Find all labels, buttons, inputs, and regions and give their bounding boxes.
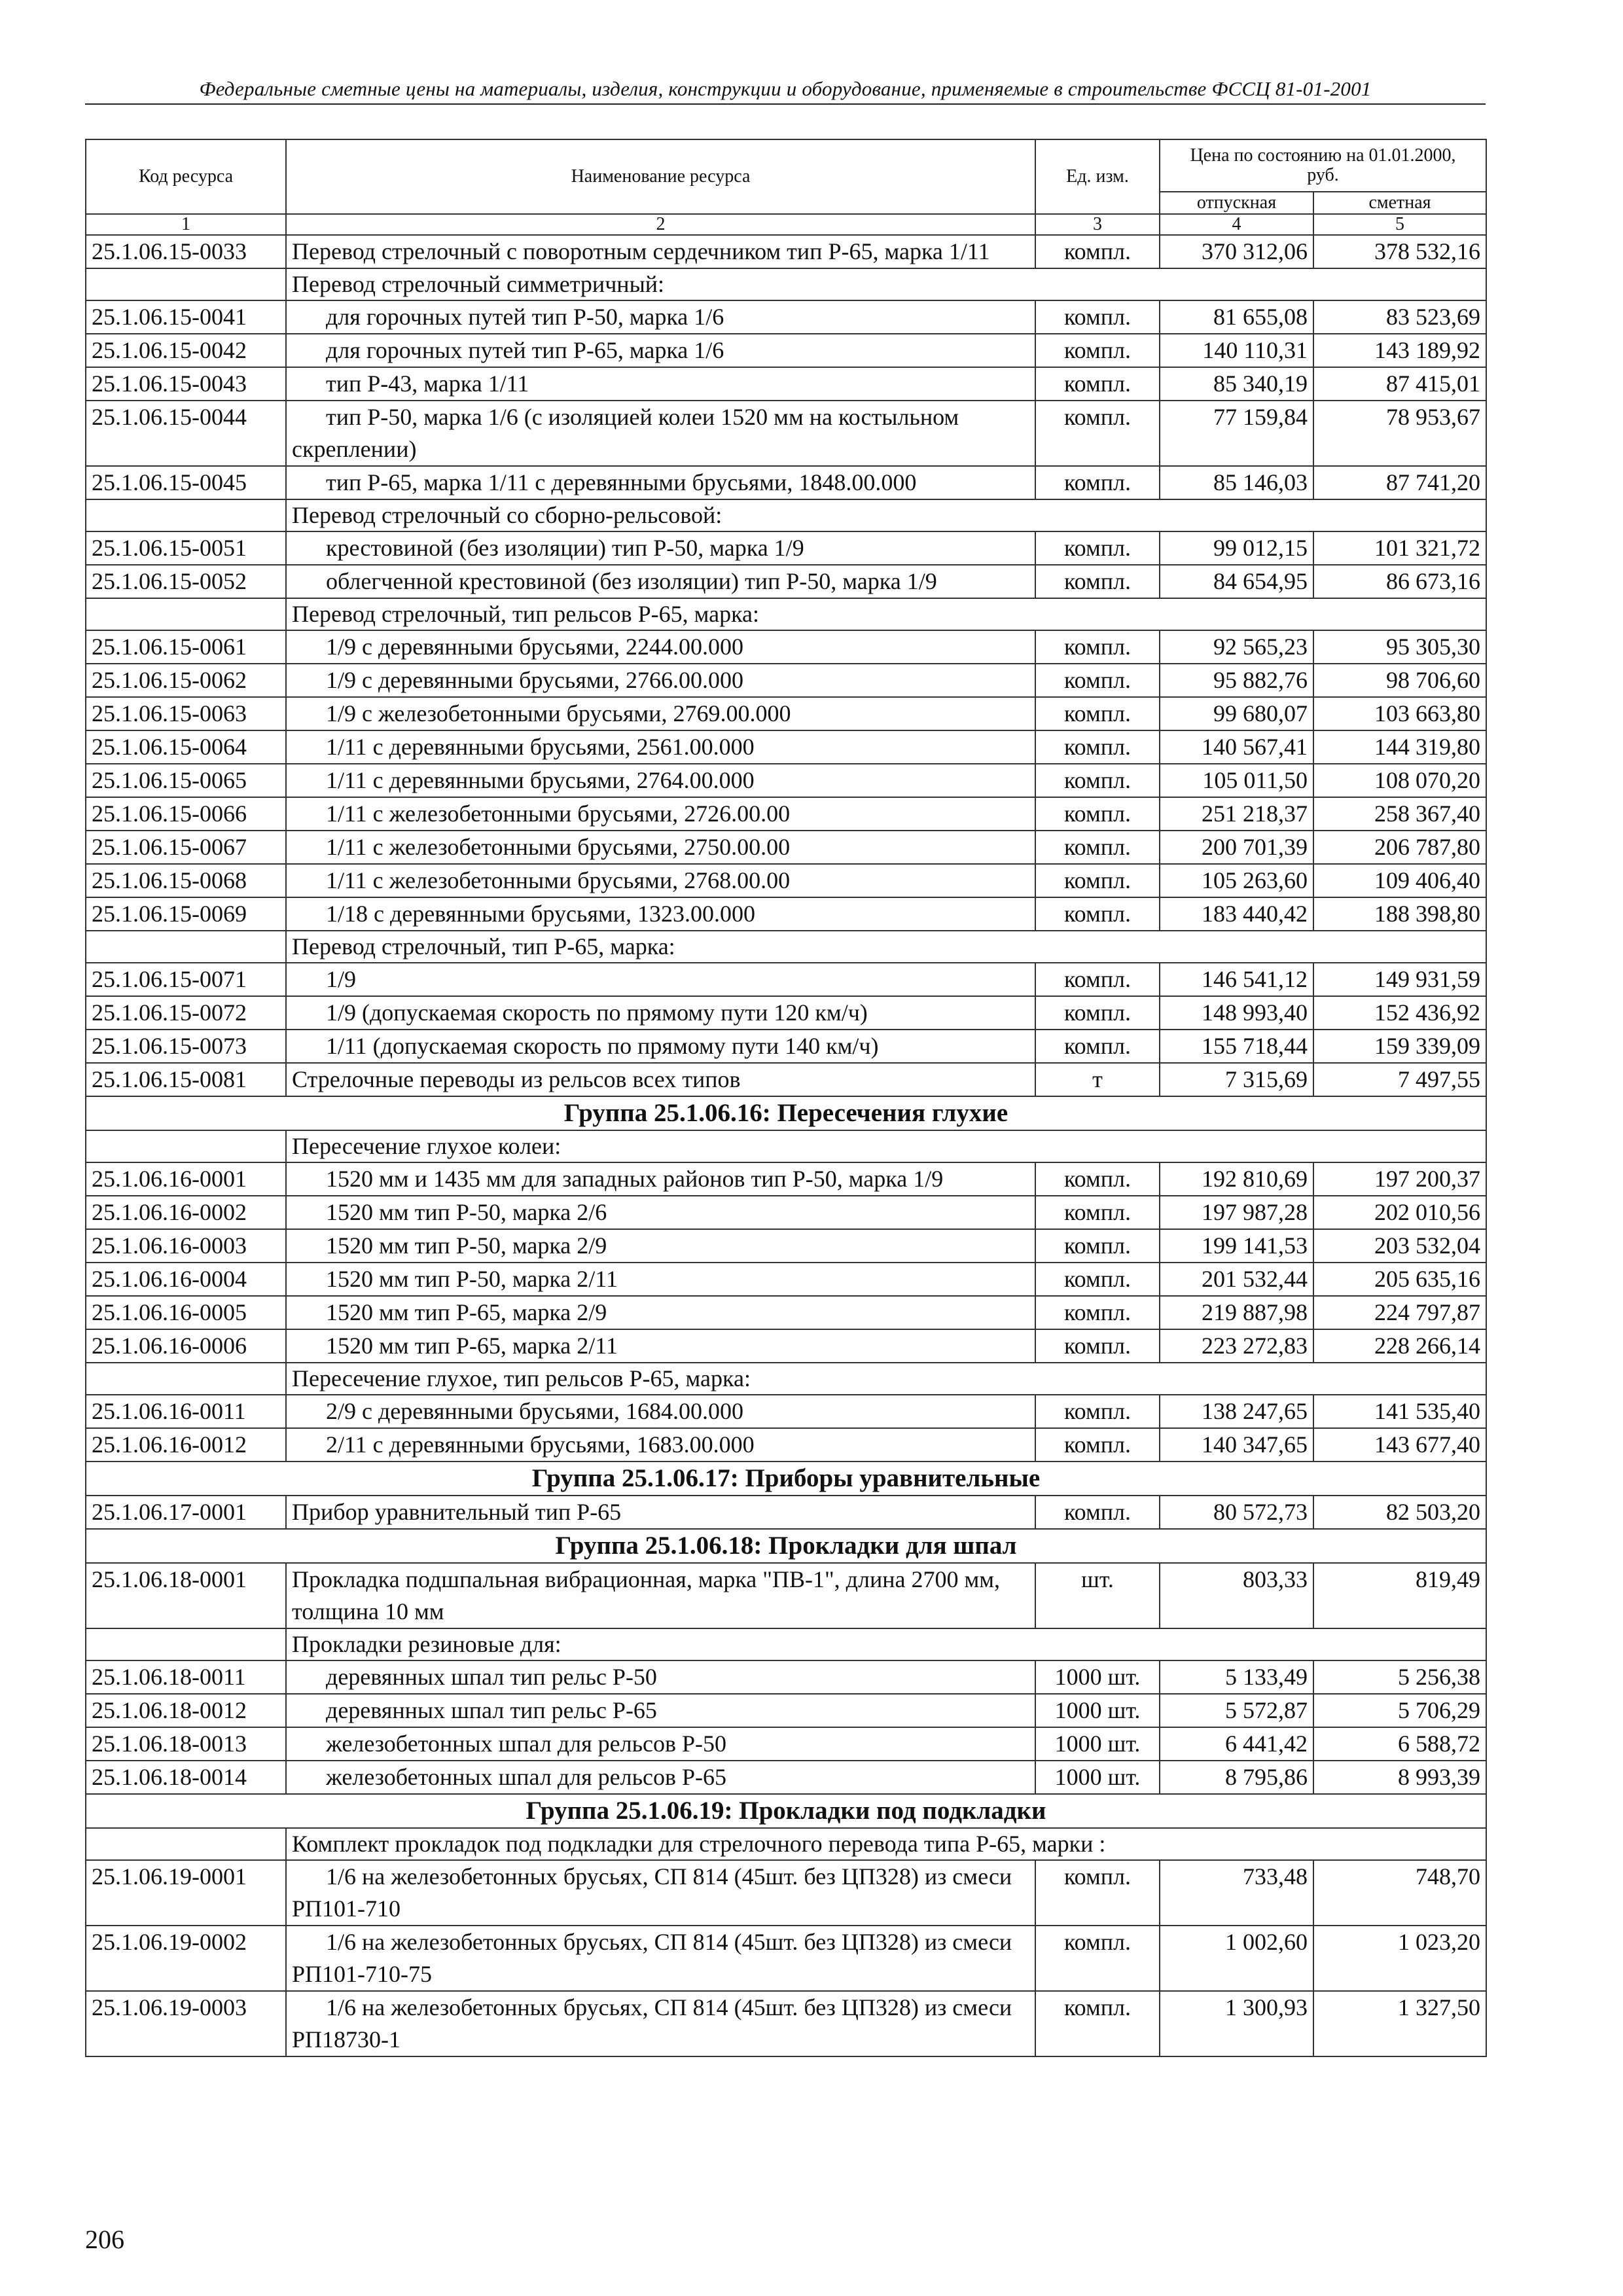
- resource-name: 1520 мм тип Р-50, марка 2/9: [286, 1229, 1035, 1263]
- resource-code: 25.1.06.16-0001: [86, 1162, 286, 1196]
- estimate-price: 103 663,80: [1313, 697, 1486, 730]
- resource-name: деревянных шпал тип рельс Р-65: [286, 1694, 1035, 1727]
- estimate-price: 7 497,55: [1313, 1063, 1486, 1096]
- resource-code: 25.1.06.17-0001: [86, 1496, 286, 1529]
- table-row: [86, 697, 1486, 730]
- subheading-row: [86, 598, 1486, 630]
- table-row: [86, 1162, 1486, 1196]
- estimate-price: 203 532,04: [1313, 1229, 1486, 1263]
- unit-cell: компл.: [1035, 1196, 1160, 1229]
- estimate-price: 8 993,39: [1313, 1761, 1486, 1794]
- table-row: [86, 401, 1486, 466]
- table-row: [86, 1428, 1486, 1462]
- estimate-price: 82 503,20: [1313, 1496, 1486, 1529]
- resource-code: 25.1.06.18-0013: [86, 1727, 286, 1761]
- estimate-price: 98 706,60: [1313, 664, 1486, 697]
- resource-name: 1/6 на железобетонных брусьях, СП 814 (45шт. без ЦП328) из смеси РП101-710-75: [286, 1926, 1035, 1991]
- resource-name: 1520 мм тип Р-65, марка 2/11: [286, 1329, 1035, 1363]
- release-price: 77 159,84: [1160, 401, 1313, 466]
- resource-code: 25.1.06.15-0041: [86, 300, 286, 334]
- release-price: 370 312,06: [1160, 235, 1313, 268]
- unit-cell: компл.: [1035, 401, 1160, 466]
- unit-cell: компл.: [1035, 1263, 1160, 1296]
- resource-code: 25.1.06.18-0011: [86, 1660, 286, 1694]
- unit-cell: компл.: [1035, 764, 1160, 797]
- group-heading: Группа 25.1.06.18: Прокладки для шпал: [86, 1529, 1486, 1563]
- release-price: 733,48: [1160, 1860, 1313, 1926]
- resource-code: 25.1.06.15-0052: [86, 565, 286, 598]
- subheading: Пересечение глухое, тип рельсов Р-65, марка:: [286, 1363, 1486, 1395]
- estimate-price: 87 415,01: [1313, 367, 1486, 401]
- release-price: 200 701,39: [1160, 831, 1313, 864]
- resource-name: Прибор уравнительный тип Р-65: [286, 1496, 1035, 1529]
- table-row: [86, 764, 1486, 797]
- group-heading-row: [86, 1462, 1486, 1496]
- estimate-price: 6 588,72: [1313, 1727, 1486, 1761]
- empty-cell: [86, 598, 286, 630]
- subheading: Перевод стрелочный, тип Р-65, марка:: [286, 931, 1486, 963]
- resource-name: 1/9: [286, 963, 1035, 996]
- subheading-row: [86, 268, 1486, 300]
- estimate-price: 101 321,72: [1313, 531, 1486, 565]
- unit-cell: компл.: [1035, 730, 1160, 764]
- table-row: [86, 1395, 1486, 1428]
- resource-code: 25.1.06.15-0064: [86, 730, 286, 764]
- table-row: [86, 466, 1486, 499]
- estimate-price: 87 741,20: [1313, 466, 1486, 499]
- release-price: 85 146,03: [1160, 466, 1313, 499]
- estimate-price: 258 367,40: [1313, 797, 1486, 831]
- table-row: [86, 1727, 1486, 1761]
- subheading: Перевод стрелочный со сборно-рельсовой:: [286, 499, 1486, 531]
- unit-cell: компл.: [1035, 1991, 1160, 2056]
- resource-name: для горочных путей тип Р-50, марка 1/6: [286, 300, 1035, 334]
- resource-name: 1520 мм тип Р-50, марка 2/6: [286, 1196, 1035, 1229]
- release-price: 140 110,31: [1160, 334, 1313, 367]
- release-price: 84 654,95: [1160, 565, 1313, 598]
- estimate-price: 1 327,50: [1313, 1991, 1486, 2056]
- release-price: 199 141,53: [1160, 1229, 1313, 1263]
- group-heading-row: [86, 1096, 1486, 1130]
- group-heading-row: [86, 1529, 1486, 1563]
- resource-name: 2/11 с деревянными брусьями, 1683.00.000: [286, 1428, 1035, 1462]
- estimate-price: 819,49: [1313, 1563, 1486, 1628]
- release-price: 140 347,65: [1160, 1428, 1313, 1462]
- resource-code: 25.1.06.18-0001: [86, 1563, 286, 1628]
- resource-name: 1520 мм тип Р-65, марка 2/9: [286, 1296, 1035, 1329]
- release-price: 223 272,83: [1160, 1329, 1313, 1363]
- release-price: 183 440,42: [1160, 897, 1313, 931]
- release-price: 197 987,28: [1160, 1196, 1313, 1229]
- table-row: [86, 1263, 1486, 1296]
- unit-cell: компл.: [1035, 963, 1160, 996]
- resource-name: железобетонных шпал для рельсов Р-65: [286, 1761, 1035, 1794]
- table-row: [86, 1296, 1486, 1329]
- estimate-price: 159 339,09: [1313, 1030, 1486, 1063]
- release-price: 148 993,40: [1160, 996, 1313, 1030]
- subheading-row: [86, 499, 1486, 531]
- resource-code: 25.1.06.15-0042: [86, 334, 286, 367]
- estimate-price: 149 931,59: [1313, 963, 1486, 996]
- unit-cell: компл.: [1035, 996, 1160, 1030]
- release-price: 251 218,37: [1160, 797, 1313, 831]
- resource-name: 1/9 с железобетонными брусьями, 2769.00.000: [286, 697, 1035, 730]
- estimate-price: 188 398,80: [1313, 897, 1486, 931]
- release-price: 85 340,19: [1160, 367, 1313, 401]
- estimate-price: 748,70: [1313, 1860, 1486, 1926]
- release-price: 7 315,69: [1160, 1063, 1313, 1096]
- subheading-row: [86, 931, 1486, 963]
- unit-cell: компл.: [1035, 697, 1160, 730]
- release-price: 81 655,08: [1160, 300, 1313, 334]
- release-price: 146 541,12: [1160, 963, 1313, 996]
- table-row: [86, 1761, 1486, 1794]
- table-row: [86, 797, 1486, 831]
- resource-name: 1/9 (допускаемая скорость по прямому пути 120 км/ч): [286, 996, 1035, 1030]
- estimate-price: 95 305,30: [1313, 630, 1486, 664]
- resource-code: 25.1.06.15-0068: [86, 864, 286, 897]
- empty-cell: [86, 1628, 286, 1660]
- unit-cell: компл.: [1035, 630, 1160, 664]
- table-row: [86, 531, 1486, 565]
- table-row: [86, 1991, 1486, 2056]
- unit-cell: компл.: [1035, 466, 1160, 499]
- col-header-release: отпускная: [1160, 192, 1313, 214]
- group-heading: Группа 25.1.06.19: Прокладки под подкладки: [86, 1794, 1486, 1828]
- resource-name: 1/11 с железобетонными брусьями, 2750.00.00: [286, 831, 1035, 864]
- estimate-price: 143 189,92: [1313, 334, 1486, 367]
- unit-cell: компл.: [1035, 334, 1160, 367]
- unit-cell: т: [1035, 1063, 1160, 1096]
- table-row: [86, 996, 1486, 1030]
- estimate-price: 109 406,40: [1313, 864, 1486, 897]
- group-heading-row: [86, 1794, 1486, 1828]
- estimate-price: 152 436,92: [1313, 996, 1486, 1030]
- estimate-price: 202 010,56: [1313, 1196, 1486, 1229]
- estimate-price: 141 535,40: [1313, 1395, 1486, 1428]
- unit-cell: компл.: [1035, 1229, 1160, 1263]
- resource-name: 1/6 на железобетонных брусьях, СП 814 (45шт. без ЦП328) из смеси РП18730-1: [286, 1991, 1035, 2056]
- empty-cell: [86, 268, 286, 300]
- resource-code: 25.1.06.15-0033: [86, 235, 286, 268]
- resource-code: 25.1.06.15-0063: [86, 697, 286, 730]
- resource-code: 25.1.06.16-0004: [86, 1263, 286, 1296]
- unit-cell: компл.: [1035, 897, 1160, 931]
- col-header-unit: Ед. изм.: [1035, 139, 1160, 214]
- resource-name: 1/18 с деревянными брусьями, 1323.00.000: [286, 897, 1035, 931]
- estimate-price: 143 677,40: [1313, 1428, 1486, 1462]
- empty-cell: [86, 931, 286, 963]
- resource-name: Стрелочные переводы из рельсов всех типов: [286, 1063, 1035, 1096]
- estimate-price: 1 023,20: [1313, 1926, 1486, 1991]
- table-row: [86, 1329, 1486, 1363]
- release-price: 105 011,50: [1160, 764, 1313, 797]
- unit-cell: компл.: [1035, 1162, 1160, 1196]
- resource-code: 25.1.06.19-0002: [86, 1926, 286, 1991]
- estimate-price: 108 070,20: [1313, 764, 1486, 797]
- release-price: 5 572,87: [1160, 1694, 1313, 1727]
- resource-name: 1/6 на железобетонных брусьях, СП 814 (45шт. без ЦП328) из смеси РП101-710: [286, 1860, 1035, 1926]
- resource-name: тип Р-65, марка 1/11 с деревянными брусьями, 1848.00.000: [286, 466, 1035, 499]
- resource-code: 25.1.06.18-0012: [86, 1694, 286, 1727]
- subheading: Пересечение глухое колеи:: [286, 1130, 1486, 1162]
- table-row: [86, 730, 1486, 764]
- resource-name: 1/11 (допускаемая скорость по прямому пути 140 км/ч): [286, 1030, 1035, 1063]
- resource-code: 25.1.06.15-0051: [86, 531, 286, 565]
- empty-cell: [86, 499, 286, 531]
- unit-cell: компл.: [1035, 864, 1160, 897]
- running-header: Федеральные сметные цены на материалы, изделия, конструкции и оборудование, применяемые в строительстве ФССЦ 81-01-2001: [199, 77, 1372, 100]
- unit-cell: 1000 шт.: [1035, 1727, 1160, 1761]
- table-row: [86, 565, 1486, 598]
- resource-code: 25.1.06.16-0005: [86, 1296, 286, 1329]
- release-price: 138 247,65: [1160, 1395, 1313, 1428]
- table-row: [86, 963, 1486, 996]
- resource-name: 1/11 с деревянными брусьями, 2561.00.000: [286, 730, 1035, 764]
- page-number: 206: [85, 2225, 124, 2254]
- unit-cell: компл.: [1035, 1428, 1160, 1462]
- release-price: 140 567,41: [1160, 730, 1313, 764]
- resource-name: 1/11 с железобетонными брусьями, 2726.00.00: [286, 797, 1035, 831]
- col-number: 3: [1035, 214, 1160, 235]
- resource-code: 25.1.06.19-0001: [86, 1860, 286, 1926]
- unit-cell: 1000 шт.: [1035, 1660, 1160, 1694]
- subheading: Комплект прокладок под подкладки для стрелочного перевода типа Р-65, марки :: [286, 1828, 1486, 1860]
- resource-name: железобетонных шпал для рельсов Р-50: [286, 1727, 1035, 1761]
- resource-code: 25.1.06.15-0067: [86, 831, 286, 864]
- resource-code: 25.1.06.15-0062: [86, 664, 286, 697]
- subheading-row: [86, 1130, 1486, 1162]
- unit-cell: компл.: [1035, 1926, 1160, 1991]
- resource-code: 25.1.06.15-0065: [86, 764, 286, 797]
- estimate-price: 5 256,38: [1313, 1660, 1486, 1694]
- table-row: [86, 630, 1486, 664]
- estimate-price: 86 673,16: [1313, 565, 1486, 598]
- unit-cell: компл.: [1035, 367, 1160, 401]
- estimate-price: 83 523,69: [1313, 300, 1486, 334]
- col-number: 5: [1313, 214, 1486, 235]
- table-row: [86, 864, 1486, 897]
- table-row: [86, 1063, 1486, 1096]
- release-price: 92 565,23: [1160, 630, 1313, 664]
- release-price: 1 300,93: [1160, 1991, 1313, 2056]
- subheading-row: [86, 1628, 1486, 1660]
- estimate-price: 206 787,80: [1313, 831, 1486, 864]
- header-rule: [85, 103, 1486, 105]
- release-price: 99 680,07: [1160, 697, 1313, 730]
- resource-code: 25.1.06.15-0043: [86, 367, 286, 401]
- table-row: [86, 1926, 1486, 1991]
- col-number: 4: [1160, 214, 1313, 235]
- col-header-code: Код ресурса: [86, 139, 286, 214]
- resource-code: 25.1.06.16-0012: [86, 1428, 286, 1462]
- group-heading: Группа 25.1.06.16: Пересечения глухие: [86, 1096, 1486, 1130]
- table-row: [86, 1860, 1486, 1926]
- release-price: 105 263,60: [1160, 864, 1313, 897]
- unit-cell: компл.: [1035, 235, 1160, 268]
- resource-code: 25.1.06.15-0073: [86, 1030, 286, 1063]
- resource-name: 1/9 с деревянными брусьями, 2766.00.000: [286, 664, 1035, 697]
- resource-name: тип Р-43, марка 1/11: [286, 367, 1035, 401]
- unit-cell: компл.: [1035, 300, 1160, 334]
- resource-code: 25.1.06.19-0003: [86, 1991, 286, 2056]
- resource-name: крестовиной (без изоляции) тип Р-50, марка 1/9: [286, 531, 1035, 565]
- unit-cell: 1000 шт.: [1035, 1761, 1160, 1794]
- unit-cell: компл.: [1035, 1329, 1160, 1363]
- table-body: [86, 235, 1486, 2056]
- unit-cell: компл.: [1035, 1296, 1160, 1329]
- subheading: Прокладки резиновые для:: [286, 1628, 1486, 1660]
- resource-name: 1/9 с деревянными брусьями, 2244.00.000: [286, 630, 1035, 664]
- table-row: [86, 664, 1486, 697]
- empty-cell: [86, 1363, 286, 1395]
- resource-code: 25.1.06.15-0072: [86, 996, 286, 1030]
- resource-name: 1520 мм тип Р-50, марка 2/11: [286, 1263, 1035, 1296]
- resource-code: 25.1.06.16-0002: [86, 1196, 286, 1229]
- col-header-name: Наименование ресурса: [286, 139, 1035, 214]
- col-header-price: Цена по состоянию на 01.01.2000, руб.: [1160, 139, 1486, 192]
- col-number: 1: [86, 214, 286, 235]
- release-price: 95 882,76: [1160, 664, 1313, 697]
- table-row: [86, 1660, 1486, 1694]
- table-row: [86, 300, 1486, 334]
- estimate-price: 5 706,29: [1313, 1694, 1486, 1727]
- release-price: 8 795,86: [1160, 1761, 1313, 1794]
- empty-cell: [86, 1828, 286, 1860]
- estimate-price: 144 319,80: [1313, 730, 1486, 764]
- unit-cell: компл.: [1035, 797, 1160, 831]
- resource-code: 25.1.06.15-0071: [86, 963, 286, 996]
- unit-cell: компл.: [1035, 1395, 1160, 1428]
- resource-code: 25.1.06.16-0003: [86, 1229, 286, 1263]
- resource-code: 25.1.06.18-0014: [86, 1761, 286, 1794]
- unit-cell: компл.: [1035, 831, 1160, 864]
- col-header-estimate: сметная: [1313, 192, 1486, 214]
- subheading-row: [86, 1828, 1486, 1860]
- table-row: [86, 831, 1486, 864]
- resource-name: 1/11 с деревянными брусьями, 2764.00.000: [286, 764, 1035, 797]
- col-number: 2: [286, 214, 1035, 235]
- resource-code: 25.1.06.15-0044: [86, 401, 286, 466]
- table-row: [86, 1030, 1486, 1063]
- table-row: [86, 235, 1486, 268]
- estimate-price: 224 797,87: [1313, 1296, 1486, 1329]
- resource-name: Перевод стрелочный с поворотным сердечником тип Р-65, марка 1/11: [286, 235, 1035, 268]
- resource-code: 25.1.06.16-0011: [86, 1395, 286, 1428]
- table-row: [86, 1196, 1486, 1229]
- resource-code: 25.1.06.15-0061: [86, 630, 286, 664]
- resource-code: 25.1.06.15-0045: [86, 466, 286, 499]
- unit-cell: компл.: [1035, 531, 1160, 565]
- empty-cell: [86, 1130, 286, 1162]
- subheading-row: [86, 1363, 1486, 1395]
- release-price: 80 572,73: [1160, 1496, 1313, 1529]
- unit-cell: компл.: [1035, 1496, 1160, 1529]
- unit-cell: шт.: [1035, 1563, 1160, 1628]
- release-price: 99 012,15: [1160, 531, 1313, 565]
- table-row: [86, 1563, 1486, 1628]
- release-price: 803,33: [1160, 1563, 1313, 1628]
- estimate-price: 228 266,14: [1313, 1329, 1486, 1363]
- resource-code: 25.1.06.15-0069: [86, 897, 286, 931]
- estimate-price: 78 953,67: [1313, 401, 1486, 466]
- resource-name: для горочных путей тип Р-65, марка 1/6: [286, 334, 1035, 367]
- table-row: [86, 897, 1486, 931]
- resource-name: деревянных шпал тип рельс Р-50: [286, 1660, 1035, 1694]
- unit-cell: 1000 шт.: [1035, 1694, 1160, 1727]
- unit-cell: компл.: [1035, 565, 1160, 598]
- table-row: [86, 367, 1486, 401]
- price-table: [85, 139, 1487, 2057]
- table-row: [86, 334, 1486, 367]
- release-price: 155 718,44: [1160, 1030, 1313, 1063]
- release-price: 201 532,44: [1160, 1263, 1313, 1296]
- unit-cell: компл.: [1035, 664, 1160, 697]
- estimate-price: 197 200,37: [1313, 1162, 1486, 1196]
- subheading: Перевод стрелочный, тип рельсов Р-65, марка:: [286, 598, 1486, 630]
- resource-code: 25.1.06.16-0006: [86, 1329, 286, 1363]
- table-row: [86, 1496, 1486, 1529]
- release-price: 219 887,98: [1160, 1296, 1313, 1329]
- estimate-price: 378 532,16: [1313, 235, 1486, 268]
- release-price: 6 441,42: [1160, 1727, 1313, 1761]
- unit-cell: компл.: [1035, 1030, 1160, 1063]
- resource-code: 25.1.06.15-0066: [86, 797, 286, 831]
- resource-name: 1/11 с железобетонными брусьями, 2768.00.00: [286, 864, 1035, 897]
- table-row: [86, 1694, 1486, 1727]
- table-row: [86, 1229, 1486, 1263]
- release-price: 1 002,60: [1160, 1926, 1313, 1991]
- estimate-price: 205 635,16: [1313, 1263, 1486, 1296]
- unit-cell: компл.: [1035, 1860, 1160, 1926]
- subheading: Перевод стрелочный симметричный:: [286, 268, 1486, 300]
- group-heading: Группа 25.1.06.17: Приборы уравнительные: [86, 1462, 1486, 1496]
- resource-code: 25.1.06.15-0081: [86, 1063, 286, 1096]
- resource-name: тип Р-50, марка 1/6 (с изоляцией колеи 1520 мм на костыльном скреплении): [286, 401, 1035, 466]
- release-price: 192 810,69: [1160, 1162, 1313, 1196]
- release-price: 5 133,49: [1160, 1660, 1313, 1694]
- resource-name: 1520 мм и 1435 мм для западных районов тип Р-50, марка 1/9: [286, 1162, 1035, 1196]
- resource-name: 2/9 с деревянными брусьями, 1684.00.000: [286, 1395, 1035, 1428]
- resource-name: Прокладка подшпальная вибрационная, марка "ПВ-1", длина 2700 мм, толщина 10 мм: [286, 1563, 1035, 1628]
- resource-name: облегченной крестовиной (без изоляции) тип Р-50, марка 1/9: [286, 565, 1035, 598]
